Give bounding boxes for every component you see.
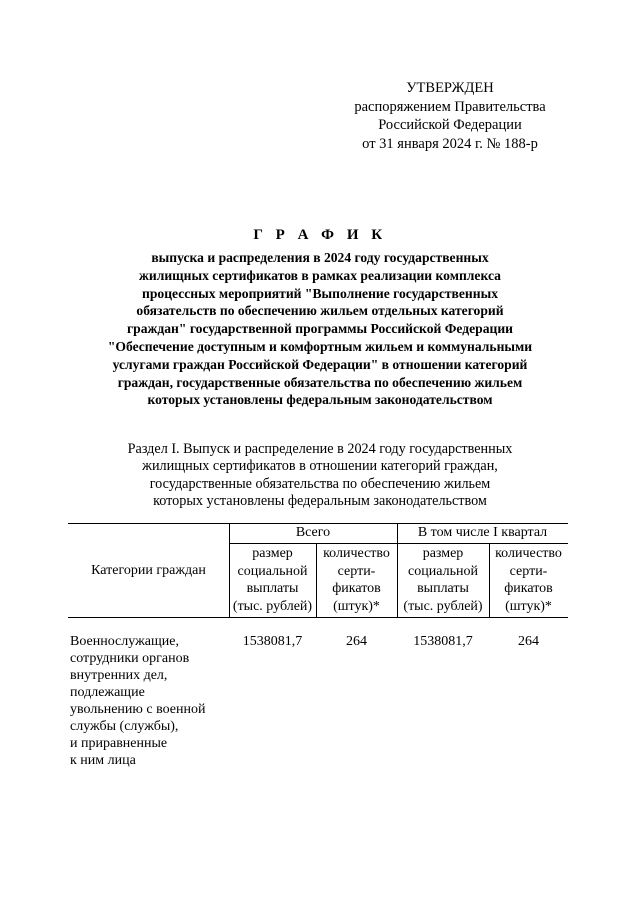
category-line: подлежащие	[70, 685, 145, 700]
approval-block	[330, 79, 570, 153]
header-line: серти-	[509, 563, 548, 579]
section-line: государственные обязательства по обеспечению жильем	[149, 475, 491, 492]
subtitle-line: услугами граждан Российской Федерации" в отношении категорий	[112, 356, 528, 372]
subtitle-line: жилищных сертификатов в рамках реализации комплекса	[139, 267, 501, 283]
column-group-q1: В том числе I квартал	[417, 525, 548, 540]
header-line: (штук)*	[505, 598, 552, 614]
category-line: увольнению с военной	[70, 702, 206, 717]
subtitle-line: граждан, государственные обязательства по обеспечению жильем	[117, 374, 523, 390]
q1-count-value: 264	[518, 634, 539, 649]
column-header-total-count	[316, 545, 397, 615]
table-top-border	[68, 523, 568, 524]
approval-line: распоряжением Правительства	[354, 98, 546, 115]
approval-line: Российской Федерации	[378, 117, 522, 133]
section-line: Раздел I. Выпуск и распределение в 2024 году государственных	[127, 441, 513, 457]
column-header-total-payment	[229, 545, 316, 615]
document-subtitle	[80, 249, 560, 409]
subtitle-line: которых установлены федеральным законодательством	[147, 392, 493, 408]
subtitle-line: выпуска и распределения в 2024 году государственных	[151, 250, 489, 265]
column-group-total: Всего	[295, 525, 331, 540]
category-line: Военнослужащие,	[70, 634, 179, 649]
header-line: размер	[422, 546, 464, 561]
header-line: количество	[323, 546, 390, 561]
column-header-q1-payment	[397, 545, 489, 615]
approval-line: от 31 января 2024 г. № 188-р	[362, 135, 538, 152]
header-line: социальной	[408, 563, 478, 579]
category-line: сотрудники органов	[70, 651, 190, 666]
subtitle-line: процессных мероприятий "Выполнение государственных	[142, 285, 498, 301]
total-payment-value: 1538081,7	[242, 634, 303, 649]
category-line: внутренних дел,	[70, 668, 168, 683]
q1-payment-value: 1538081,7	[413, 634, 473, 649]
category-line: службы (службы),	[70, 719, 179, 734]
subtitle-line: обязательств по обеспечению жильем отдельных категорий	[136, 303, 504, 319]
subtitle-line: граждан" государственной программы Российской Федерации	[126, 321, 514, 337]
header-line: серти-	[337, 563, 376, 579]
header-line: фикатов	[332, 581, 381, 596]
section-line: жилищных сертификатов в отношении категорий граждан,	[142, 458, 498, 475]
category-line: и приравненные	[70, 736, 168, 751]
header-line: выплаты	[246, 581, 299, 596]
table-group-divider	[229, 543, 568, 544]
document-title: Г Р А Ф И К	[253, 227, 387, 243]
header-line: (тыс. рублей)	[403, 598, 483, 614]
header-line: (тыс. рублей)	[232, 598, 313, 614]
column-header-q1-count	[489, 545, 568, 615]
column-header-category: Категории граждан	[91, 563, 206, 578]
header-line: фикатов	[504, 581, 553, 596]
total-count-value: 264	[346, 634, 367, 649]
header-line: выплаты	[417, 581, 469, 596]
header-line: (штук)*	[333, 598, 380, 614]
category-line: к ним лица	[70, 753, 136, 768]
section-heading	[80, 441, 560, 511]
section-line: которых установлены федеральным законодательством	[153, 493, 487, 510]
approval-title: УТВЕРЖДЕН	[406, 80, 494, 96]
header-line: размер	[252, 546, 293, 561]
subtitle-line: "Обеспечение доступным и комфортным жильем и коммунальными	[107, 338, 533, 354]
header-line: количество	[495, 546, 562, 561]
table-row-category	[70, 633, 230, 769]
header-line: социальной	[237, 563, 308, 579]
table-header-bottom-border	[68, 617, 568, 618]
